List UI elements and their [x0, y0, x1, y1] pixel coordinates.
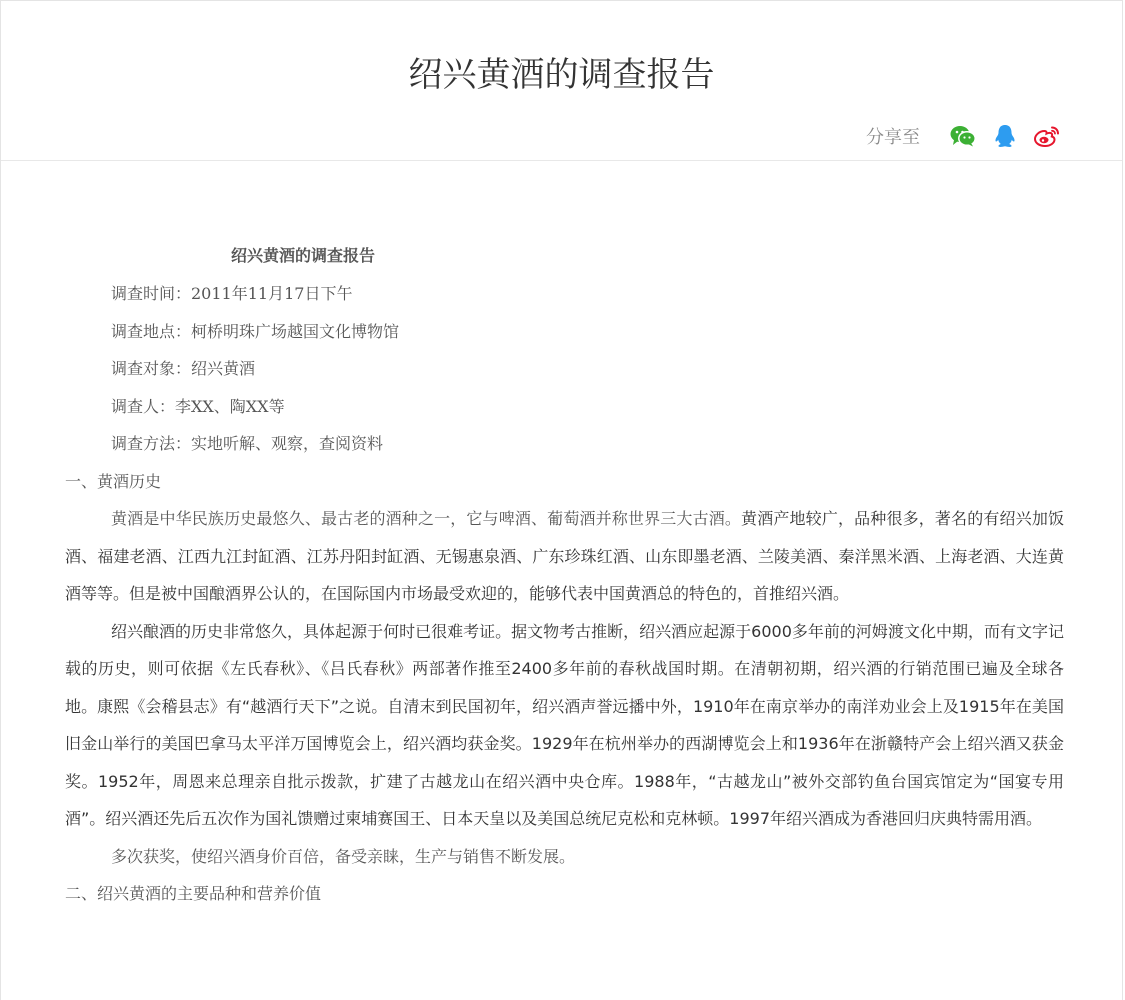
share-label: 分享至	[866, 127, 920, 148]
paragraph-history-intro-rest: 黄酒产地较广，品种很多，著名的有绍兴加饭酒、福建老酒、江西九江封缸酒、江苏丹阳封缸酒、无锡惠泉酒、广东珍珠红酒、山东即墨老酒、兰陵美酒、秦洋黑米酒、上海老酒、大连黄酒等等。但是被中国酿酒界公认的，在国际国内市场最受欢迎的，能够代表中国黄酒总的特色的，首推绍兴酒。	[65, 509, 1064, 603]
survey-subject: 调查对象：绍兴黄酒	[111, 359, 256, 378]
share-bar	[866, 121, 1060, 151]
paragraph-history-intro	[65, 500, 1064, 613]
survey-people: 调查人：李XX、陶XX等	[111, 396, 285, 416]
paragraph-history-intro-lead: 黄酒是中华民族历史最悠久、最古老的酒种之一，它与啤酒、葡萄酒并称世界三大古酒。	[111, 509, 742, 528]
paragraph-history-detail: 绍兴酿酒的历史非常悠久，具体起源于何时已很难考证。据文物考古推断，绍兴酒应起源于6000多年前的河姆渡文化中期，而有文字记载的历史，则可依据《左氏春秋》、《吕氏春秋》两部著作推至2400多年前的春秋战国时期。在清朝初期，绍兴酒的行销范围已遍及全球各地。康熙《会稽县志》有“越酒行天下”之说。自清末到民国初年，绍兴酒声誉远播中外，1910年在南京举办的南洋劝业会上及1915年在美国旧金山举行的美国巴拿马太平洋万国博览会上，绍兴酒均获金奖。1929年在杭州举办的西湖博览会上和1936年在浙赣特产会上绍兴酒又获金奖。1952年，周恩来总理亲自批示拨款，扩建了古越龙山在绍兴酒中央仓库。1988年，“古越龙山”被外交部钓鱼台国宾馆定为“国宴专用酒”。绍兴酒还先后五次作为国礼馈赠过柬埔赛国王、日本天皇以及美国总统尼克松和克林顿。1997年绍兴酒成为香港回归庆典特需用酒。	[65, 621, 1064, 828]
survey-location: 调查地点：柯桥明珠广场越国文化博物馆	[111, 321, 400, 341]
section-heading-history: 一、黄酒历史	[65, 471, 162, 491]
qq-icon[interactable]	[992, 123, 1018, 149]
paragraph-awards: 多次获奖，使绍兴酒身价百倍，备受亲睐，生产与销售不断发展。	[111, 846, 576, 866]
survey-method: 调查方法：实地听解、观察，查阅资料	[111, 434, 384, 453]
survey-time: 调查时间：2011年11月17日下午	[111, 284, 353, 303]
article-header	[1, 1, 1122, 161]
page-title: 绍兴黄酒的调查报告	[408, 55, 715, 95]
document-heading: 绍兴黄酒的调查报告	[231, 246, 376, 265]
section-heading-varieties: 二、绍兴黄酒的主要品种和营养价值	[65, 884, 322, 903]
wechat-icon[interactable]	[950, 123, 976, 149]
article-body	[65, 237, 1064, 913]
weibo-icon[interactable]	[1034, 123, 1060, 149]
